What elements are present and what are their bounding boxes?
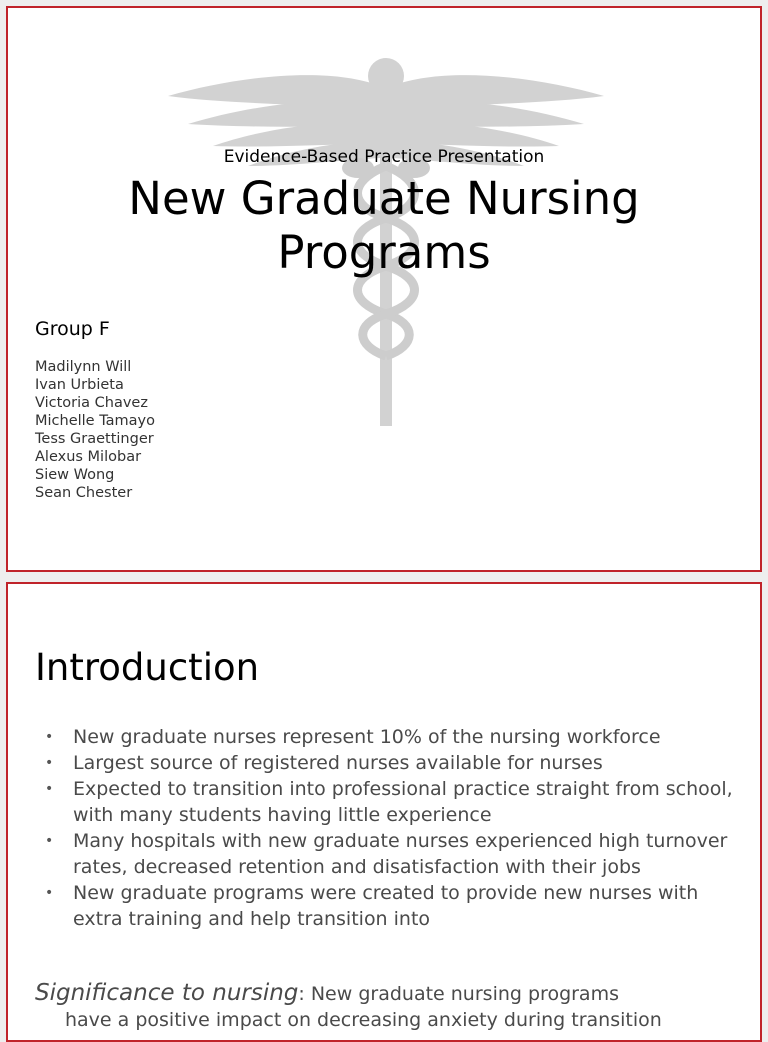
member-name: Michelle Tamayo	[35, 413, 156, 429]
bullet-list	[35, 724, 747, 932]
significance-paragraph	[35, 980, 747, 1033]
bullet-icon: •	[45, 755, 54, 771]
significance-continuation: have a positive impact on decreasing anxiety during transition	[65, 1009, 662, 1031]
bullet-item	[35, 880, 747, 932]
bullet-icon: •	[45, 833, 54, 849]
significance-text: : New graduate nursing programs	[298, 983, 619, 1005]
bullet-item	[35, 828, 747, 880]
significance-label: Significance to nursing	[35, 980, 299, 1006]
introduction-slide	[6, 582, 762, 1042]
member-name: Victoria Chavez	[35, 395, 148, 411]
title-slide	[6, 6, 762, 572]
member-name: Ivan Urbieta	[35, 377, 124, 393]
bullet-text: New graduate nurses represent 10% of the nursing workforce	[73, 726, 661, 748]
member-name: Madilynn Will	[35, 359, 132, 375]
title-line-2: Programs	[277, 226, 491, 279]
member-name: Alexus Milobar	[35, 449, 142, 465]
presentation-subtitle: Evidence-Based Practice Presentation	[223, 147, 545, 167]
bullet-icon: •	[45, 781, 54, 797]
group-label: Group F	[35, 318, 110, 340]
presentation-title	[8, 172, 760, 280]
slide-heading: Introduction	[35, 646, 260, 689]
bullet-text: Many hospitals with new graduate nurses experienced high turnover rates, decreased retention and disatisfaction with their jobs	[73, 830, 728, 878]
bullet-icon: •	[45, 729, 54, 745]
member-name: Tess Graettinger	[35, 431, 154, 447]
bullet-icon: •	[45, 885, 54, 901]
title-line-1: New Graduate Nursing	[128, 172, 640, 225]
bullet-text: Expected to transition into professional practice straight from school, with many students having little experience	[73, 778, 733, 826]
bullet-item	[35, 724, 747, 750]
bullet-text: New graduate programs were created to provide new nurses with extra training and help transition into	[73, 882, 699, 930]
member-name: Siew Wong	[35, 467, 115, 483]
bullet-item	[35, 750, 747, 776]
member-list	[35, 358, 155, 502]
bullet-text: Largest source of registered nurses available for nurses	[73, 752, 603, 774]
member-name: Sean Chester	[35, 485, 133, 501]
bullet-item	[35, 776, 747, 828]
